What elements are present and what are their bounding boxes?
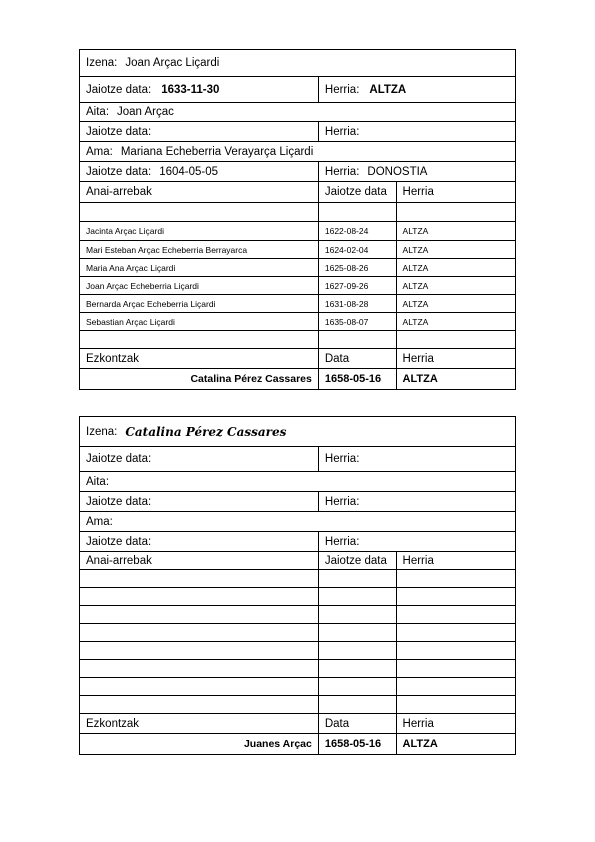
siblings-header-town: Herria [402,554,434,567]
sibling-row [80,642,515,660]
father-birth-label: Jaiotze data: [86,495,152,508]
father-town-label: Herria: [324,125,360,138]
sibling-name [80,624,319,641]
marriage-header-date: Data [319,714,397,733]
name-cell [80,50,515,76]
birth-town-label: Herria: [324,83,360,96]
sibling-name: Jacinta Arçac Liçardi [80,222,319,240]
sibling-date [319,624,397,641]
birth-town-value: ALTZA [369,83,407,96]
sibling-row [80,678,515,696]
father-label: Aita: [86,475,110,488]
marriage-town: ALTZA [402,373,438,385]
siblings-header-name: Anai-arrebak [80,182,319,202]
mother-name: Mariana Echeberria Verayarça Liçardi [120,145,314,158]
sibling-date [319,588,397,605]
mother-birth-cell [80,162,319,181]
marriage-header-name: Ezkontzak [80,349,319,368]
sibling-name: Mari Esteban Arçac Echeberria Berrayarca [80,241,319,258]
sibling-town: ALTZA [402,316,429,327]
sibling-row [80,588,515,606]
sibling-row [80,313,515,331]
sibling-name [80,570,319,587]
father-birth-row [80,492,515,512]
mother-cell [80,512,515,531]
sibling-town [397,570,515,587]
mother-town-label: Herria: [324,165,360,178]
sibling-row [80,570,515,588]
sibling-name: Joan Arçac Echeberria Liçardi [80,277,319,294]
mother-label: Ama: [86,145,113,158]
father-name: Joan Arçac [117,106,174,118]
sibling-town: ALTZA [402,262,429,273]
birth-row [80,447,515,472]
birth-town-cell [319,447,515,471]
sibling-name [80,203,319,221]
father-cell [80,472,515,491]
sibling-row [80,259,515,277]
mother-row [80,142,515,162]
sibling-name [80,642,319,659]
sibling-name: Maria Ana Arçac Liçardi [80,259,319,276]
marriage-header-date: Data [319,349,397,368]
sibling-town [397,624,515,641]
father-birth-row [80,122,515,142]
sibling-town [397,678,515,695]
sibling-town [397,606,515,623]
spouse-name: Juanes Arçac [80,734,319,754]
sibling-date: 1627-09-26 [319,277,397,294]
sibling-name [80,606,319,623]
sibling-date [319,203,397,221]
siblings-header-town: Herria [402,186,434,198]
sibling-name: Sebastian Arçac Liçardi [80,313,319,330]
marriage-date: 1658-05-16 [319,734,397,754]
birth-row [80,77,515,103]
sibling-town [397,203,515,221]
birth-date-label: Jaiotze data: [86,83,152,96]
sibling-row [80,660,515,678]
sibling-town [397,660,515,677]
father-label: Aita: [86,106,110,118]
person-name: Joan Arçac Liçardi [125,57,220,69]
sibling-date [319,660,397,677]
sibling-town [397,588,515,605]
sibling-date [319,331,397,348]
siblings-header-date: Jaiotze data [319,182,397,202]
person-name: Catalina Pérez Cassares [125,424,287,439]
sibling-date: 1631-08-28 [319,295,397,312]
sibling-date: 1625-08-26 [319,259,397,276]
mother-town-value: DONOSTIA [367,165,428,178]
mother-row [80,512,515,532]
sibling-date [319,678,397,695]
name-label: Izena: [86,57,118,69]
marriage-row [80,734,515,754]
birth-town-cell [319,77,515,102]
sibling-town [397,696,515,713]
father-town-cell [319,492,515,511]
father-birth-cell [80,492,319,511]
marriage-header-name: Ezkontzak [80,714,319,733]
sibling-name [80,588,319,605]
sibling-row [80,331,515,349]
sibling-town: ALTZA [402,298,429,309]
mother-birth-row [80,532,515,552]
mother-birth-label: Jaiotze data: [86,535,152,548]
sibling-date: 1624-02-04 [319,241,397,258]
marriage-date: 1658-05-16 [319,369,397,389]
siblings-header-row [80,552,515,570]
birth-town-label: Herria: [324,453,360,465]
sibling-name [80,678,319,695]
name-label: Izena: [86,425,118,438]
sibling-name: Bernarda Arçac Echeberria Liçardi [80,295,319,312]
sibling-row [80,203,515,222]
marriage-header-town: Herria [402,352,434,365]
father-birth-cell [80,122,319,141]
sibling-town: ALTZA [402,244,429,255]
name-cell [80,417,515,446]
sibling-date: 1622-08-24 [319,222,397,240]
spouse-name: Catalina Pérez Cassares [80,369,319,389]
sibling-row [80,222,515,241]
marriage-row [80,369,515,389]
sibling-date [319,606,397,623]
mother-town-label: Herria: [324,535,360,548]
sibling-name [80,696,319,713]
mother-birth-value: 1604-05-05 [159,165,219,178]
birth-date-cell [80,447,319,471]
person-card-joan [79,49,516,390]
name-row [80,50,515,77]
sibling-row [80,277,515,295]
birth-date-label: Jaiotze data: [86,453,152,465]
name-row [80,417,515,447]
sibling-row [80,241,515,259]
sibling-date: 1635-08-07 [319,313,397,330]
marriage-town: ALTZA [402,738,438,750]
father-row [80,103,515,122]
sibling-town [397,331,515,348]
birth-date-cell [80,77,319,102]
mother-birth-label: Jaiotze data: [86,165,152,178]
mother-cell [80,142,515,161]
father-cell [80,103,515,121]
mother-birth-row [80,162,515,182]
sibling-row [80,295,515,313]
sibling-row [80,624,515,642]
sibling-town [397,642,515,659]
father-birth-label: Jaiotze data: [86,125,152,138]
sibling-date [319,696,397,713]
sibling-name [80,331,319,348]
mother-birth-cell [80,532,319,551]
siblings-header-row [80,182,515,203]
marriage-header-row [80,714,515,734]
siblings-header-name: Anai-arrebak [80,552,319,569]
mother-town-cell [319,532,515,551]
sibling-date [319,642,397,659]
siblings-header-date: Jaiotze data [319,552,397,569]
father-town-label: Herria: [324,495,360,508]
marriage-header-row [80,349,515,369]
marriage-header-town: Herria [402,717,434,730]
mother-label: Ama: [86,515,113,528]
mother-town-cell [319,162,515,181]
father-town-cell [319,122,515,141]
person-card-catalina [79,416,516,755]
father-row [80,472,515,492]
sibling-row [80,606,515,624]
sibling-town: ALTZA [402,280,429,291]
sibling-town: ALTZA [402,226,429,236]
sibling-row [80,696,515,714]
sibling-name [80,660,319,677]
sibling-date [319,570,397,587]
birth-date-value: 1633-11-30 [161,83,220,96]
